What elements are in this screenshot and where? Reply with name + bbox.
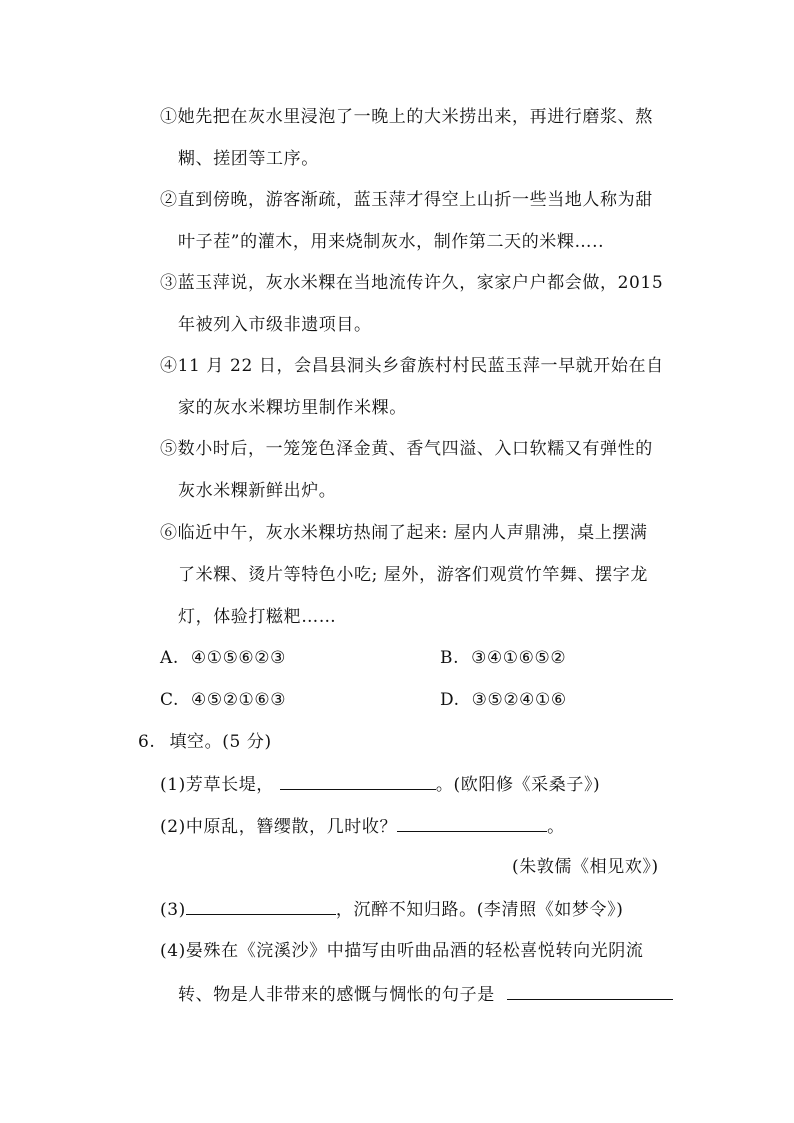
fill-item-1-blank[interactable] <box>280 773 436 790</box>
fill-item-2-source: (朱敦儒《相见欢》) <box>512 857 659 877</box>
fill-item-4-number: (4) <box>160 941 186 961</box>
fill-item-3-blank[interactable] <box>186 898 336 915</box>
sentence-5-line2: 灰水米粿新鲜出炉。 <box>178 481 337 501</box>
sentence-6-line3: 灯，体验打糍粑…… <box>178 607 337 627</box>
sentence-4-line1: ④11 月 22 日，会昌县洞头乡畲族村村民蓝玉萍一早就开始在自 <box>160 356 664 376</box>
fill-item-3-number: (3) <box>160 900 186 920</box>
option-c-value: ④⑤②①⑥③ <box>191 690 287 710</box>
sentence-3-line2: 年被列入市级非遗项目。 <box>178 315 372 335</box>
question-6-title: 填空。(5 分) <box>169 732 272 752</box>
sentence-6-line2: 了米粿、烫片等特色小吃; 屋外，游客们观赏竹竿舞、摆字龙 <box>178 565 648 585</box>
sentence-6-line1: ⑥临近中午，灰水米粿坊热闹了起来: 屋内人声鼎沸，桌上摆满 <box>160 523 648 543</box>
fill-item-1-number: (1) <box>160 775 186 795</box>
fill-item-3-after: ，沉醉不知归路。(李清照《如梦令》) <box>335 900 624 920</box>
fill-item-2 <box>160 815 565 838</box>
fill-item-1-before: 芳草长堤， <box>185 775 274 795</box>
fill-item-2-after: 。 <box>547 817 565 837</box>
option-b-value: ③④①⑥⑤② <box>471 648 567 668</box>
sentence-1-line1: ①她先把在灰水里浸泡了一晚上的大米捞出来，再进行磨浆、熬 <box>160 107 653 127</box>
fill-item-2-number: (2) <box>160 817 186 837</box>
option-b-label: B. <box>440 648 460 668</box>
option-a-value: ④①⑤⑥②③ <box>190 648 286 668</box>
fill-item-4-text-2: 转、物是人非带来的感慨与惆怅的句子是 <box>178 985 495 1005</box>
fill-item-4-line1 <box>160 940 644 962</box>
option-d-label: D. <box>440 690 460 710</box>
option-c[interactable] <box>160 689 286 711</box>
sentence-2-line1: ②直到傍晚，游客渐疏，蓝玉萍才得空上山折一些当地人称为甜 <box>160 190 653 210</box>
fill-item-1-after: 。(欧阳修《采桑子》) <box>435 775 601 795</box>
option-a[interactable] <box>160 647 286 669</box>
fill-item-2-blank[interactable] <box>397 815 547 832</box>
sentence-5-line1: ⑤数小时后，一笼笼色泽金黄、香气四溢、入口软糯又有弹性的 <box>160 439 653 459</box>
option-d-value: ③⑤②④①⑥ <box>471 690 567 710</box>
option-b[interactable] <box>440 647 566 669</box>
sentence-3-line1: ③蓝玉萍说，灰水米粿在当地流传许久，家家户户都会做，2015 <box>160 273 664 293</box>
option-c-label: C. <box>160 690 180 710</box>
sentence-1-line2: 糊、搓团等工序。 <box>178 149 319 169</box>
sentence-4-line2: 家的灰水米粿坊里制作米粿。 <box>178 398 407 418</box>
fill-item-2-before: 中原乱，簪缨散，几时收？ <box>185 817 398 837</box>
fill-item-4-blank[interactable] <box>507 983 673 1000</box>
sentence-2-line2: 叶子茬”的灌木，用来烧制灰水，制作第二天的米粿….. <box>178 232 605 252</box>
fill-item-4-text: 晏殊在《浣溪沙》中描写由听曲品酒的轻松喜悦转向光阴流 <box>185 941 644 961</box>
fill-item-3 <box>160 898 623 921</box>
fill-item-1 <box>160 773 600 796</box>
fill-item-4-line2 <box>178 983 673 1006</box>
option-d[interactable] <box>440 689 567 711</box>
question-6-number: 6. <box>138 732 156 752</box>
option-a-label: A. <box>160 648 179 668</box>
question-6-heading <box>138 731 272 753</box>
